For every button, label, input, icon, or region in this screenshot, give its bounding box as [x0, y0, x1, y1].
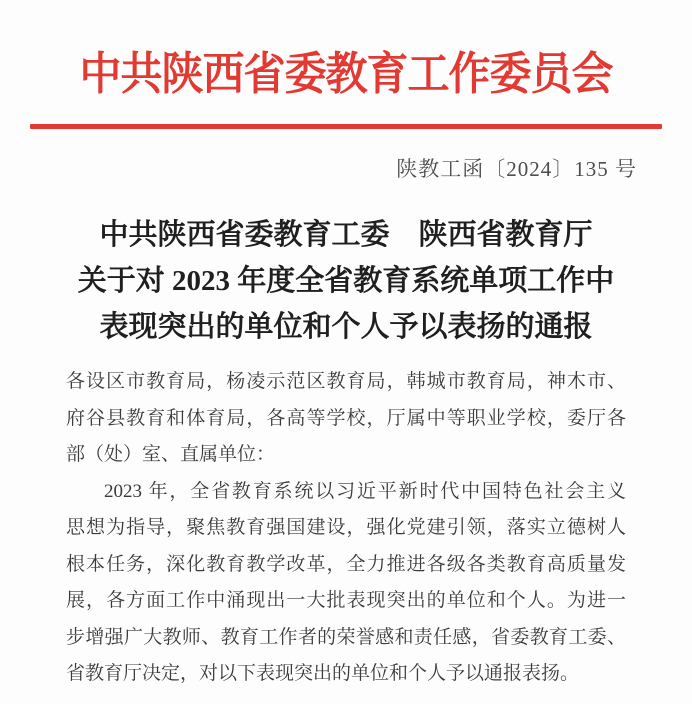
document-title-line-1: 中共陕西省委教育工委 陕西省教育厅 [99, 219, 593, 251]
document-reference-number: 陕教工函〔2024〕135 号 [396, 157, 637, 181]
salutation-line-1: 各设区市教育局，杨凌示范区教育局，韩城市教育局，神木市、 [66, 371, 626, 392]
document-title-line-3: 表现突出的单位和个人予以表扬的通报 [99, 311, 593, 343]
letterhead-org-name: 中共陕西省委教育工作委员会 [79, 50, 613, 100]
document-body [66, 364, 626, 693]
document-title [0, 212, 692, 350]
salutation-line-3: 部（处）室、直属单位： [66, 444, 276, 465]
paragraph-line-1: 2023 年，全省教育系统以习近平新时代中国特色社会主义 [104, 480, 626, 502]
paragraph-line-2: 思想为指导，聚焦教育强国建设，强化党建引领，落实立德树人 [66, 517, 626, 538]
document-title-line-2: 关于对 2023 年度全省教育系统单项工作中 [77, 265, 615, 297]
paragraph-line-5: 步增强广大教师、教育工作者的荣誉感和责任感，省委教育工委、 [66, 626, 626, 648]
salutation-line-2: 府谷县教育和体育局，各高等学校，厅属中等职业学校，委厅各 [66, 407, 626, 429]
paragraph-line-6: 省教育厅决定，对以下表现突出的单位和个人予以通报表扬。 [66, 663, 580, 684]
paragraph-line-3: 根本任务，深化教育教学改革，全力推进各级各类教育高质量发 [66, 553, 626, 575]
paragraph-line-4: 展，各方面工作中涌现出一大批表现突出的单位和个人。为进一 [66, 590, 626, 611]
letterhead-divider-rule [30, 124, 662, 129]
